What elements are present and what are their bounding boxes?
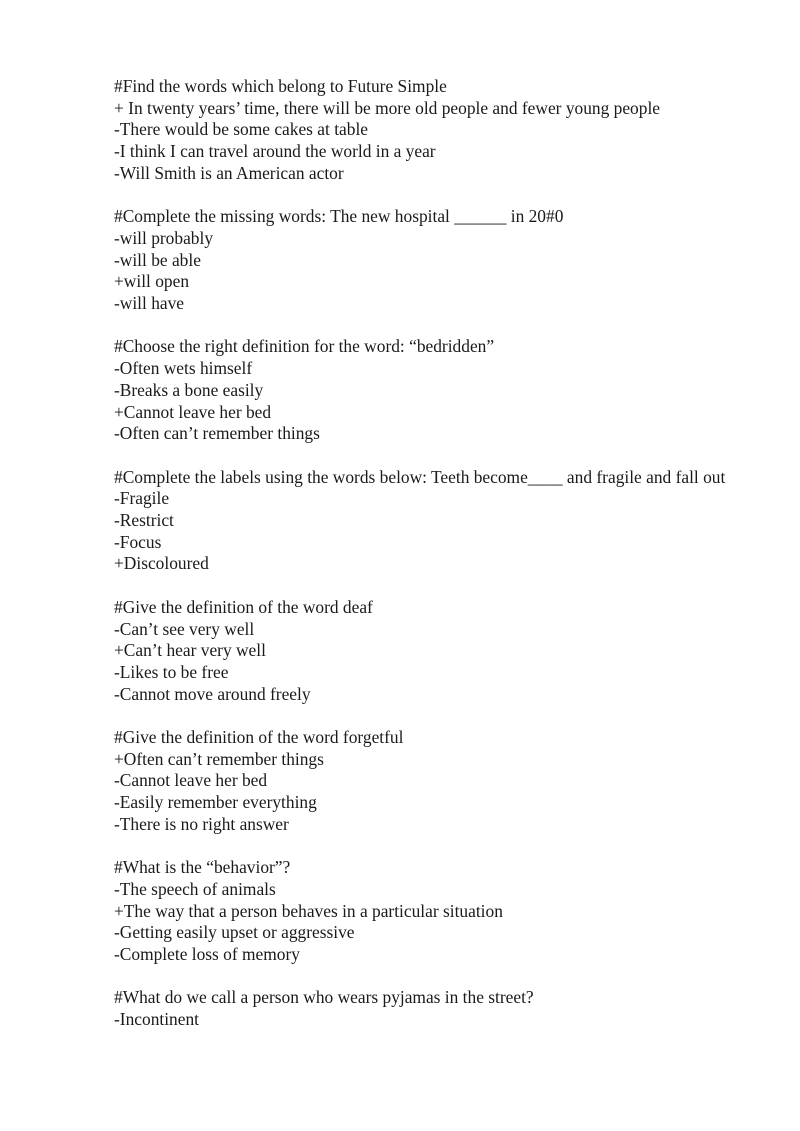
answer-option: +Discoloured <box>114 553 209 574</box>
answer-option: -Cannot move around freely <box>114 683 311 704</box>
document-page <box>114 76 734 1053</box>
answer-option: +Can’t hear very well <box>114 640 266 661</box>
answer-option: -Fragile <box>114 488 170 509</box>
question-prompt: #Choose the right definition for the word: “bedridden” <box>114 336 495 357</box>
answer-option: -Incontinent <box>114 1009 199 1030</box>
answer-option: -Can’t see very well <box>114 618 255 639</box>
question-prompt: #What do we call a person who wears pyjamas in the street? <box>114 987 534 1008</box>
answer-option: -Complete loss of memory <box>114 944 300 965</box>
question-block <box>114 987 734 1030</box>
question-prompt: #Find the words which belong to Future Simple <box>114 76 447 96</box>
answer-option: -Often can’t remember things <box>114 423 320 444</box>
answer-option: -Cannot leave her bed <box>114 770 268 791</box>
answer-option: -Will Smith is an American actor <box>114 162 344 183</box>
question-block <box>114 467 734 576</box>
question-block <box>114 597 734 706</box>
question-prompt: #Give the definition of the word deaf <box>114 596 373 617</box>
answer-option: -Getting easily upset or aggressive <box>114 922 355 943</box>
answer-option: -will be able <box>114 249 201 270</box>
question-block <box>114 206 734 315</box>
question-block <box>114 336 734 445</box>
answer-option: -There would be some cakes at table <box>114 119 368 140</box>
answer-option: -Restrict <box>114 510 174 531</box>
answer-option: +will open <box>114 271 190 292</box>
answer-option: +Often can’t remember things <box>114 748 324 769</box>
answer-option: -Breaks a bone easily <box>114 379 264 400</box>
answer-option: -Likes to be free <box>114 661 229 682</box>
answer-option: -Easily remember everything <box>114 792 317 813</box>
question-block <box>114 727 734 836</box>
answer-option: -There is no right answer <box>114 813 289 834</box>
question-prompt: #Complete the labels using the words below: Teeth become____ and fragile and fall out <box>114 466 726 487</box>
answer-option: -The speech of animals <box>114 878 276 899</box>
answer-option: + In twenty years’ time, there will be more old people and fewer young people <box>114 97 660 118</box>
question-block <box>114 857 734 966</box>
answer-option: -I think I can travel around the world in a year <box>114 141 436 162</box>
answer-option: +Cannot leave her bed <box>114 401 272 422</box>
question-prompt: #What is the “behavior”? <box>114 857 291 878</box>
question-prompt: #Complete the missing words: The new hospital ______ in 20#0 <box>114 206 564 227</box>
answer-option: +The way that a person behaves in a particular situation <box>114 900 503 921</box>
answer-option: -will probably <box>114 227 214 248</box>
answer-option: -Often wets himself <box>114 358 253 379</box>
question-block <box>114 76 734 185</box>
answer-option: -Focus <box>114 531 162 552</box>
question-prompt: #Give the definition of the word forgetful <box>114 727 404 748</box>
answer-option: -will have <box>114 293 185 314</box>
